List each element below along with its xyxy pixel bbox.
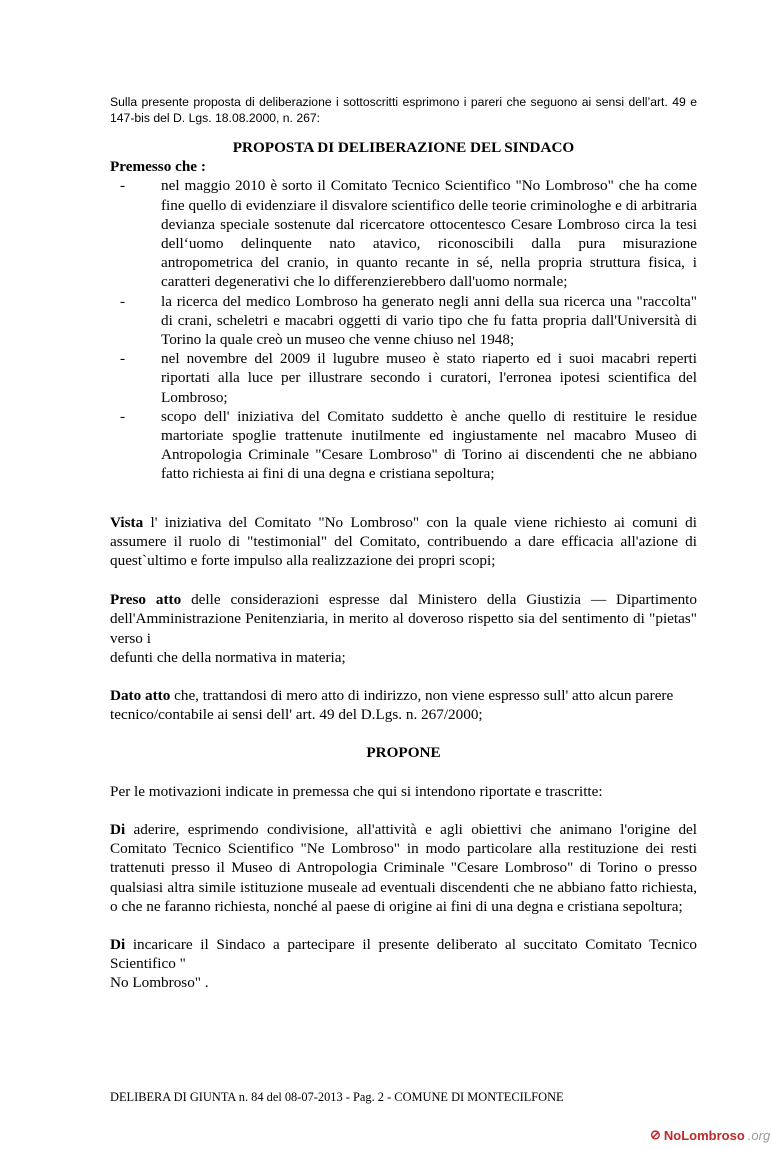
dash-bullet: -	[120, 292, 126, 310]
watermark-name: NoLombroso	[663, 1127, 745, 1143]
preso-atto-paragraph	[110, 590, 697, 648]
di-aderire-paragraph	[110, 820, 697, 916]
premesse-list	[110, 176, 697, 483]
document-title: PROPOSTA DI DELIBERAZIONE DEL SINDACO	[232, 139, 575, 156]
list-item	[110, 176, 697, 291]
dash-bullet: -	[120, 177, 126, 195]
vista-text: l' iniziativa del Comitato "No Lombroso" con la quale viene richiesto ai comuni di assumere il ruolo di "testimonial" del Comitato, contribuendo a dare efficacia all'azione di quest`ultimo e forte impulso alla realizzazione dei propri scopi;	[110, 513, 697, 570]
di-incaricare-paragraph	[110, 935, 697, 973]
page-footer: DELIBERA DI GIUNTA n. 84 del 08-07-2013 - Pag. 2 - COMUNE DI MONTECILFONE	[110, 1090, 564, 1104]
list-item-text: nel maggio 2010 è sorto il Comitato Tecnico Scientifico "No Lombroso" che ha come fine quello di evidenziare il disvalore scientifico delle teorie criminologhe e di arbitraria devianza speciale sostenute dal ricercatore ottocentesco Cesare Lombroso circa la tesi dell‘uomo delinquente nato atavico, riconoscibili dalla pura misurazione antropometrica del cranio, in quanto recante in sé, nella propria struttura fisica, i caratteri degenerativi che lo differenzierebbero dall'uomo normale;	[161, 177, 697, 291]
list-item	[110, 407, 697, 484]
dash-bullet: -	[120, 350, 126, 368]
list-item	[110, 349, 697, 407]
dato-atto-lead: Dato atto	[110, 687, 171, 705]
dash-bullet: -	[120, 407, 126, 425]
di-lead: Di	[110, 935, 126, 953]
dato-atto-text: che, trattandosi di mero atto di indirizzo, non viene espresso sull' atto alcun parere	[170, 687, 674, 705]
di-lead: Di	[110, 820, 126, 838]
di-incaricare-text: incaricare il Sindaco a partecipare il presente deliberato al succitato Comitato Tecnico Scientifico "	[110, 935, 697, 973]
nolombroso-watermark[interactable]	[650, 1126, 770, 1144]
list-item-text: nel novembre del 2009 il lugubre museo è stato riaperto ed i suoi macabri reperti riportati alla luce per illustrare secondo i curatori, l'erronea ipotesi scientifica del Lombroso;	[161, 350, 697, 406]
proposal-body	[110, 138, 697, 993]
di-incaricare-line2: No Lombroso" .	[110, 974, 209, 992]
vista-lead: Vista	[110, 513, 144, 531]
motivazioni-line: Per le motivazioni indicate in premessa che qui si intendono riportate e trascritte:	[110, 782, 603, 800]
preso-atto-lead: Preso atto	[110, 591, 182, 609]
preso-atto-text: delle considerazioni espresse dal Ministero della Giustizia — Dipartimento dell'Amministrazione Penitenziaria, in merito al doveroso rispetto sia del sentimento di "pietas" verso i	[110, 591, 697, 647]
intro-paragraph: Sulla presente proposta di deliberazione i sottoscritti esprimono i pareri che seguono ai sensi dell’art. 49 e 147-bis del D. Lgs. 18.08.2000, n. 267:	[110, 95, 697, 125]
vista-paragraph	[110, 513, 697, 571]
list-item-text: scopo dell' iniziativa del Comitato suddetto è anche quello di restituire le residue martoriate spoglie trattenute inutilmente ed ingiustamente nel macabro Museo di Antropologia Criminale "Cesare Lombroso" di Torino ai discendenti che ne abbiano fatto richiesta ai fini di una degna e cristiana sepoltura;	[161, 407, 697, 483]
prohibition-icon: ⊘	[650, 1127, 661, 1142]
watermark-tld: .org	[747, 1127, 771, 1143]
dato-atto-line2: tecnico/contabile ai sensi dell' art. 49 del D.Lgs. n. 267/2000;	[110, 706, 483, 724]
preso-atto-line2: defunti che della normativa in materia;	[110, 648, 346, 666]
list-item	[110, 292, 697, 350]
dato-atto-paragraph	[110, 686, 697, 705]
di-aderire-text: aderire, esprimendo condivisione, all'attività e agli obiettivi che animano l'origine del Comitato Tecnico Scientifico "Ne Lombroso" in modo particolare alla restituzione dei resti trattenuti presso il Museo di Antropologia Criminale "Cesare Lombroso" di Torino o presso qualsiasi altra simile istituzione museale ad eventuali discendenti che ne abbiano fatto richiesta, o che ne faranno richiesta, nonché al paese di origine ai fini di una degna e cristiana sepoltura;	[110, 820, 697, 915]
list-item-text: la ricerca del medico Lombroso ha generato negli anni della sua ricerca una "raccolta" di crani, scheletri e macabri oggetti di vario tipo che fu fatta propria dall'Università di Torino la quale creò un museo che venne chiuso nel 1948;	[161, 292, 697, 349]
premesso-heading: Premesso che :	[110, 158, 206, 176]
propone-heading: PROPONE	[366, 744, 441, 762]
